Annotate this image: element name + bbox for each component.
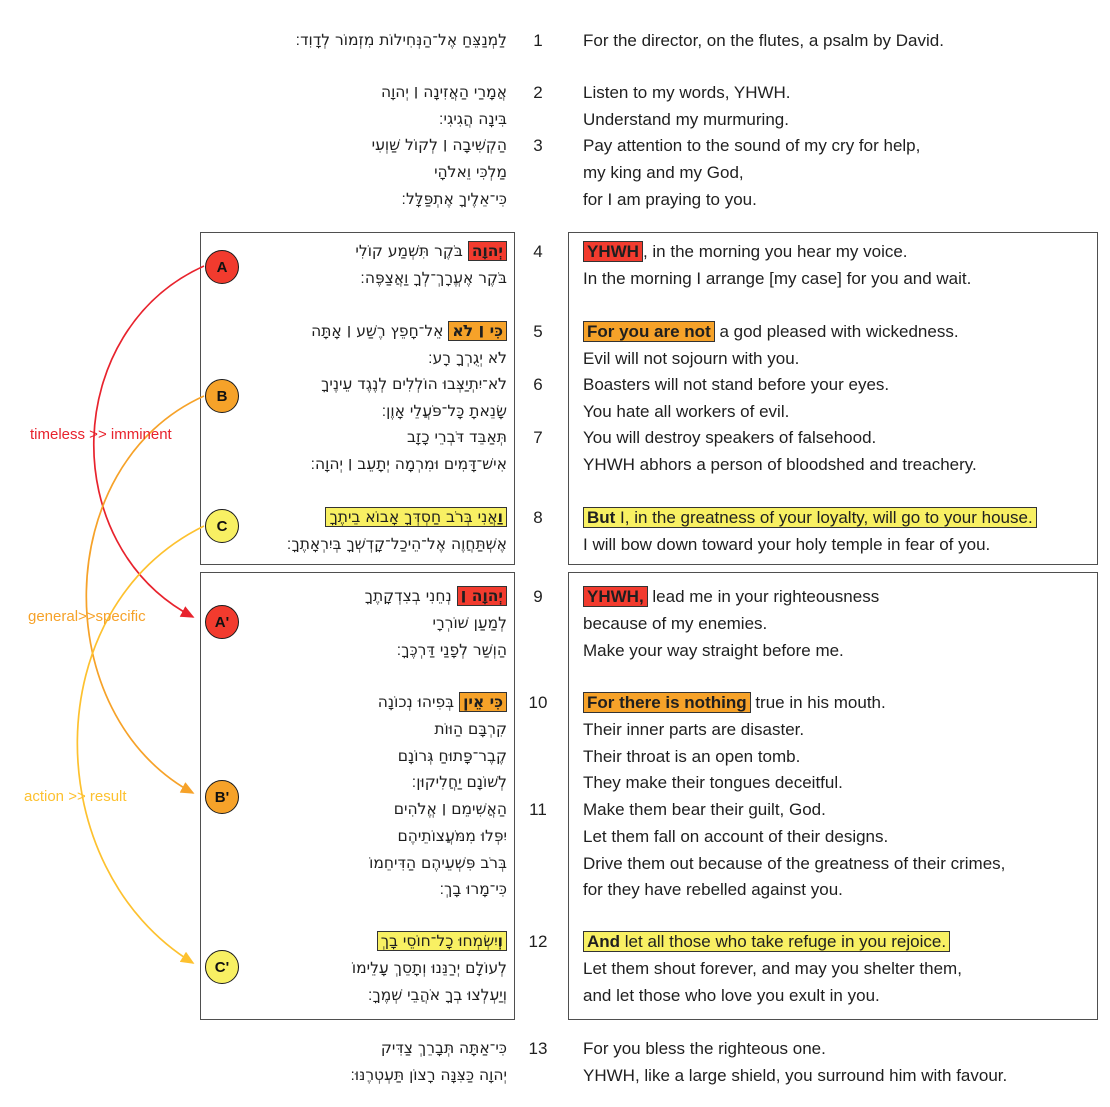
text-segment: אֲנִי בְּרֹב חַסְדְּךָ אָבוֹא בֵיתֶךָ: [329, 508, 498, 526]
hebrew-line-v11: [210, 850, 507, 877]
highlight-red: [583, 241, 643, 262]
english-line-v2: [583, 106, 1098, 133]
text-segment: And: [587, 932, 621, 951]
verse-number: 4: [533, 242, 543, 261]
text-segment: לֹא־יִתְיַצְּבוּ הוֹלְלִים לְנֶגֶד עֵינֶיךָ: [321, 375, 507, 393]
text-segment: אֲמָרַי הַאֲזִינָה ׀ יְהוָה: [380, 83, 507, 101]
verse-number: 8: [533, 508, 543, 527]
text-segment: Their throat is an open tomb.: [583, 747, 801, 766]
hebrew-line-v12: [210, 955, 507, 982]
text-segment: You hate all workers of evil.: [583, 402, 790, 421]
text-segment: YHWH,: [587, 587, 644, 606]
text-segment: נְחֵנִי בְצִדְקָתֶךָ: [364, 587, 457, 605]
hebrew-line-v10: [210, 716, 507, 743]
hebrew-line-v9: [210, 637, 507, 664]
arrow-label-general-specific: general>>specific: [28, 608, 146, 625]
hebrew-line-v9: [210, 610, 507, 637]
text-segment: לְשׁוֹנָם יַחֲלִיקוּן׃: [411, 773, 507, 791]
highlight-orange: [583, 321, 715, 342]
text-segment: Drive them out because of the greatness of their crimes,: [583, 854, 1006, 873]
chiasm-marker-a-prime: A': [205, 605, 239, 639]
hebrew-line-v10: [210, 689, 507, 716]
text-segment: because of my enemies.: [583, 614, 768, 633]
text-segment: a god pleased with wickedness.: [714, 322, 959, 341]
text-segment: אֵל־חָפֵץ רֶשַׁע ׀ אָתָּה: [311, 322, 449, 340]
text-segment: בְּרֹב פִּשְׁעֵיהֶם הַדִּיחֵמוֹ: [369, 854, 507, 872]
text-segment: For you bless the righteous one.: [583, 1039, 826, 1058]
text-segment: YHWH, like a large shield, you surround him with favour.: [583, 1066, 1008, 1085]
text-segment: כִּי־אֵלֶיךָ אֶתְפַּלָּל׃: [401, 190, 507, 208]
text-segment: כִּי ׀ לֹא: [452, 322, 503, 340]
text-segment: Make your way straight before me.: [583, 641, 844, 660]
text-segment: כִּי־אַתָּה תְּבָרֵךְ צַדִּיק: [380, 1039, 507, 1057]
hebrew-line-v11: [210, 823, 507, 850]
verse-number: 1: [533, 31, 543, 50]
english-line-v8: [583, 531, 1098, 558]
text-segment: for they have rebelled against you.: [583, 880, 843, 899]
text-segment: יִשְׂמְחוּ כָל־חוֹסֵי בָךְ: [380, 932, 498, 950]
text-segment: בִּינָה הֲגִיגִי׃: [438, 110, 507, 128]
hebrew-line-v10: [210, 743, 507, 770]
english-line-v9: [583, 610, 1098, 637]
text-segment: מַלְכִּי וֵאלֹהָי: [434, 163, 507, 181]
chiasm-marker-c-prime: C': [205, 950, 239, 984]
english-line-v12: [583, 982, 1098, 1009]
english-line-v12: [583, 928, 1098, 955]
english-line-v11: [583, 823, 1098, 850]
english-line-v7: [583, 424, 1098, 451]
text-segment: לֹא יְגֻרְךָ רָע׃: [428, 349, 507, 367]
english-line-v6: [583, 398, 1098, 425]
arrow-b-to-b-prime: [86, 396, 204, 793]
english-line-v4: [583, 265, 1098, 292]
text-segment: הַאֲשִׁימֵם ׀ אֱלֹהִים: [393, 800, 507, 818]
verse-number: 10: [528, 693, 548, 712]
hebrew-line-v3: [210, 159, 507, 186]
text-segment: וַ: [497, 508, 503, 526]
text-segment: וְיַעְלְצוּ בְךָ אֹהֲבֵי שְׁמֶךָ׃: [367, 986, 507, 1004]
text-segment: my king and my God,: [583, 163, 744, 182]
text-segment: הַוְשַׁר לְפָנַי דַּרְכֶּךָ׃: [396, 641, 507, 659]
verse-number: 2: [533, 83, 543, 102]
text-segment: They make their tongues deceitful.: [583, 773, 843, 792]
text-segment: יְהוָה כַּצִּנָּה רָצוֹן תַּעְטְרֶנּוּ׃: [350, 1066, 507, 1084]
english-line-v10: [583, 769, 1098, 796]
verse-number: 11: [529, 800, 547, 819]
verse-number: 12: [528, 932, 548, 951]
highlight-red: [468, 241, 507, 261]
hebrew-line-v12: [210, 982, 507, 1009]
chiasm-marker-c: C: [205, 509, 239, 543]
hebrew-line-v8: [210, 504, 507, 531]
highlight-yellow: [377, 931, 507, 951]
hebrew-line-v7: [210, 424, 507, 451]
chiasm-marker-b: B: [205, 379, 239, 413]
text-segment: הַקְשִׁיבָה ׀ לְקוֹל שַׁוְעִי: [371, 136, 507, 154]
verse-number: 7: [533, 428, 543, 447]
highlight-orange: [459, 692, 507, 712]
hebrew-line-v4: [210, 265, 507, 292]
text-segment: Make them bear their guilt, God.: [583, 800, 826, 819]
text-segment: Listen to my words, YHWH.: [583, 83, 791, 102]
english-line-v5: [583, 318, 1098, 345]
text-segment: לְמַעַן שׁוֹרְרָי: [432, 614, 507, 632]
hebrew-line-v13: [210, 1035, 507, 1062]
text-segment: YHWH abhors a person of bloodshed and treachery.: [583, 455, 977, 474]
text-segment: true in his mouth.: [750, 693, 886, 712]
hebrew-line-v5: [210, 318, 507, 345]
english-line-v6: [583, 371, 1098, 398]
text-segment: אִישׁ־דָּמִים וּמִרְמָה יְתָעֵב ׀ יְהוָה׃: [310, 455, 507, 473]
hebrew-line-v11: [210, 876, 507, 903]
english-line-v13: [583, 1062, 1098, 1089]
hebrew-line-v12: [210, 928, 507, 955]
hebrew-line-v11: [210, 796, 507, 823]
text-segment: Boasters will not stand before your eyes.: [583, 375, 890, 394]
english-line-v5: [583, 345, 1098, 372]
hebrew-line-v3: [210, 186, 507, 213]
text-segment: Their inner parts are disaster.: [583, 720, 805, 739]
highlight-red: [583, 586, 648, 607]
text-segment: בֹּקֶר אֶעֱרָךְ־לְךָ וַאֲצַפֶּה׃: [360, 269, 507, 287]
text-segment: יְהוָה ׀: [460, 587, 503, 605]
english-line-v3: [583, 132, 1098, 159]
english-line-v11: [583, 876, 1098, 903]
text-segment: For there is nothing: [587, 693, 747, 712]
text-segment: I will bow down toward your holy temple in fear of you.: [583, 535, 991, 554]
text-segment: קֶבֶר־פָּתוּחַ גְּרוֹנָם: [397, 747, 507, 765]
highlight-orange: [448, 321, 507, 341]
arrow-c-to-c-prime: [77, 526, 204, 963]
text-segment: תְּאַבֵּד דֹּבְרֵי כָזָב: [407, 428, 507, 446]
text-segment: יְהוָה: [471, 242, 503, 260]
chiasm-marker-b-prime: B': [205, 780, 239, 814]
english-line-v3: [583, 159, 1098, 186]
english-line-v1: [583, 27, 1098, 54]
hebrew-line-v2: [210, 106, 507, 133]
text-segment: For you are not: [587, 322, 711, 341]
text-segment: and let those who love you exult in you.: [583, 986, 880, 1005]
hebrew-line-v1: [210, 27, 507, 54]
text-segment: וְ: [497, 932, 503, 950]
text-segment: יִפְּלוּ מִמֹּעֲצוֹתֵיהֶם: [397, 827, 507, 845]
hebrew-line-v6: [210, 371, 507, 398]
verse-number: 3: [533, 136, 543, 155]
verse-number: 13: [528, 1039, 548, 1058]
english-line-v11: [583, 850, 1098, 877]
text-segment: YHWH: [587, 242, 639, 261]
hebrew-line-v10: [210, 769, 507, 796]
english-line-v3: [583, 186, 1098, 213]
text-segment: You will destroy speakers of falsehood.: [583, 428, 877, 447]
english-line-v9: [583, 583, 1098, 610]
english-line-v7: [583, 451, 1098, 478]
highlight-yellow: [583, 507, 1037, 528]
text-segment: בְּפִיהוּ נְכוֹנָה: [377, 693, 460, 711]
hebrew-line-v9: [210, 583, 507, 610]
text-segment: lead me in your righteousness: [647, 587, 880, 606]
highlight-red: [457, 586, 507, 606]
highlight-yellow: [583, 931, 950, 952]
text-segment: לְעוֹלָם יְרַנֵּנוּ וְתָסֵךְ עָלֵימוֹ: [351, 959, 507, 977]
hebrew-line-v6: [210, 398, 507, 425]
text-segment: for I am praying to you.: [583, 190, 757, 209]
verse-number: 6: [533, 375, 543, 394]
text-segment: Let them shout forever, and may you shelter them,: [583, 959, 962, 978]
english-line-v13: [583, 1035, 1098, 1062]
text-segment: , in the morning you hear my voice.: [642, 242, 908, 261]
hebrew-line-v4: [210, 238, 507, 265]
hebrew-line-v5: [210, 345, 507, 372]
text-segment: Understand my murmuring.: [583, 110, 789, 129]
hebrew-line-v7: [210, 451, 507, 478]
english-line-v12: [583, 955, 1098, 982]
arrow-label-action-result: action >> result: [24, 788, 127, 805]
english-line-v10: [583, 743, 1098, 770]
text-segment: Pay attention to the sound of my cry for help,: [583, 136, 921, 155]
english-line-v10: [583, 689, 1098, 716]
text-segment: In the morning I arrange [my case] for you and wait.: [583, 269, 972, 288]
english-line-v11: [583, 796, 1098, 823]
text-segment: שָׂנֵאתָ כָּל־פֹּעֲלֵי אָוֶן׃: [381, 402, 507, 420]
text-segment: Evil will not sojourn with you.: [583, 349, 800, 368]
hebrew-line-v2: [210, 79, 507, 106]
hebrew-line-v13: [210, 1062, 507, 1089]
text-segment: כִּי־מָרוּ בָךְ׃: [439, 880, 507, 898]
text-segment: אֶשְׁתַּחֲוֶה אֶל־הֵיכַל־קָדְשְׁךָ בְּיִרְאָתֶךָ׃: [286, 535, 507, 553]
highlight-yellow: [325, 507, 507, 527]
hebrew-line-v3: [210, 132, 507, 159]
english-line-v2: [583, 79, 1098, 106]
english-line-v8: [583, 504, 1098, 531]
english-line-v10: [583, 716, 1098, 743]
hebrew-line-v8: [210, 531, 507, 558]
chiasm-marker-a: A: [205, 250, 239, 284]
text-segment: I, in the greatness of your loyalty, will go to your house.: [615, 508, 1033, 527]
highlight-orange: [583, 692, 751, 713]
text-segment: Let them fall on account of their designs.: [583, 827, 889, 846]
arrow-label-timeless-imminent: timeless >> imminent: [30, 426, 172, 443]
text-segment: כִּי אֵין: [463, 693, 503, 711]
text-segment: לַמְנַצֵּחַ אֶל־הַנְּחִילוֹת מִזְמוֹר לְדָוִד׃: [295, 31, 507, 49]
verse-number: 5: [533, 322, 543, 341]
verse-number: 9: [533, 587, 543, 606]
text-segment: But: [587, 508, 616, 527]
english-line-v4: [583, 238, 1098, 265]
text-segment: בֹּקֶר תִּשְׁמַע קוֹלִי: [355, 242, 468, 260]
text-segment: let all those who take refuge in you rejoice.: [620, 932, 947, 951]
text-segment: For the director, on the flutes, a psalm by David.: [583, 31, 944, 50]
english-line-v9: [583, 637, 1098, 664]
text-segment: קִרְבָּם הַוּוֹת: [434, 720, 507, 738]
